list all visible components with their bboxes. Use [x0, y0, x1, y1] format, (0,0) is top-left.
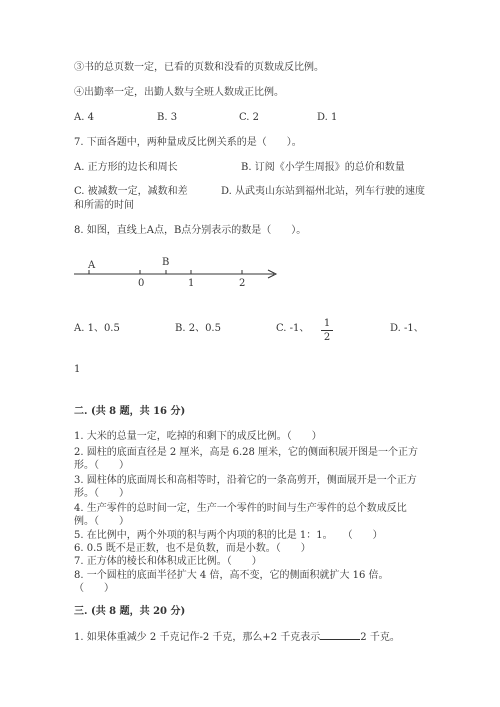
- section-3-heading: 三. (共 8 题，共 20 分): [74, 606, 186, 617]
- s3-question-1: [74, 630, 400, 644]
- fraction-bar: [321, 330, 333, 331]
- s3-q1-text: 1. 如果体重减少 2 千克记作-2 千克，那么+2 千克表示: [74, 632, 321, 643]
- s2-line-10: 7. 正方体的棱长和体积成正比例。（ ）: [74, 556, 262, 567]
- s2-line-7: 例。（ ）: [74, 516, 129, 527]
- q8-stem: 8. 如图，直线上A点，B点分别表示的数是（ ）。: [74, 225, 307, 236]
- s2-line-12: （ ）: [74, 583, 114, 594]
- tick-label-2: 2: [239, 278, 246, 289]
- tick-label-1: 1: [188, 278, 195, 289]
- fraction-numerator: 1: [323, 318, 331, 329]
- q7-option-a: A. 正方形的边长和周长: [74, 162, 178, 173]
- s3-q1-tail: 2 千克。: [360, 632, 400, 643]
- q8-option-d-continued: 1: [74, 364, 81, 375]
- q6-option-d: D. 1: [317, 112, 338, 123]
- s2-line-6: 4. 生产零件的总时间一定，生产一个零件的时间与生产零件的总个数成反比: [74, 503, 407, 514]
- s2-line-11: 8. 一个圆柱的底面半径扩大 4 倍，高不变，它的侧面积就扩大 16 倍。: [74, 570, 389, 581]
- tick-label-0: 0: [138, 278, 145, 289]
- point-a-label: A: [88, 260, 96, 271]
- answer-blank[interactable]: [320, 630, 360, 640]
- fraction-one-half: [321, 318, 333, 343]
- point-b-label: B: [162, 257, 170, 268]
- s2-line-5: 形。（ ）: [74, 488, 129, 499]
- q8-option-a: A. 1、0.5: [74, 323, 120, 334]
- q7-option-c: C. 被减数一定，减数和差: [74, 186, 188, 197]
- q6-option-c: C. 2: [239, 112, 260, 123]
- s2-line-3: 形。（ ）: [74, 460, 129, 471]
- q6-option-b: B. 3: [157, 112, 178, 123]
- s2-line-4: 3. 圆柱体的底面周长和高相等时，沿着它的一条高剪开，侧面展开是一个正方: [74, 475, 417, 486]
- q8-option-c: C. -1、: [276, 323, 310, 334]
- q7-option-b: B. 订阅《小学生周报》的总价和数量: [241, 162, 405, 173]
- q6-option-a: A. 4: [74, 112, 94, 123]
- fraction-denominator: 2: [323, 332, 331, 343]
- s2-line-8: 5. 在比例中，两个外项的积与两个内项的积的比是 1：1。 （ ）: [74, 530, 383, 541]
- q7-option-d-continued: 和所需的时间: [74, 200, 134, 211]
- q7-option-d: D. 从武夷山东站到福州北站，列车行驶的速度: [221, 186, 426, 197]
- q7-stem: 7. 下面各题中，两种量成反比例关系的是（ ）。: [74, 137, 302, 148]
- q8-option-d: D. -1、: [390, 323, 424, 334]
- number-line-figure: [74, 256, 284, 296]
- number-line-svg: [74, 256, 284, 296]
- s2-line-9: 6. 0.5 既不是正数，也不是负数，而是小数。（ ）: [74, 543, 311, 554]
- q8-option-b: B. 2、0.5: [175, 323, 221, 334]
- q6-item-4: ④出勤率一定，出勤人数与全班人数成正比例。: [74, 87, 284, 98]
- section-2-heading: 二. (共 8 题，共 16 分): [74, 406, 186, 417]
- s2-line-1: 1. 大米的总量一定，吃掉的和剩下的成反比例。（ ）: [74, 431, 322, 442]
- s2-line-2: 2. 圆柱的底面直径是 2 厘米，高是 6.28 厘米，它的侧面积展开图是一个正方: [74, 447, 419, 458]
- q6-item-3: ③书的总页数一定，已看的页数和没看的页数成反比例。: [74, 62, 324, 73]
